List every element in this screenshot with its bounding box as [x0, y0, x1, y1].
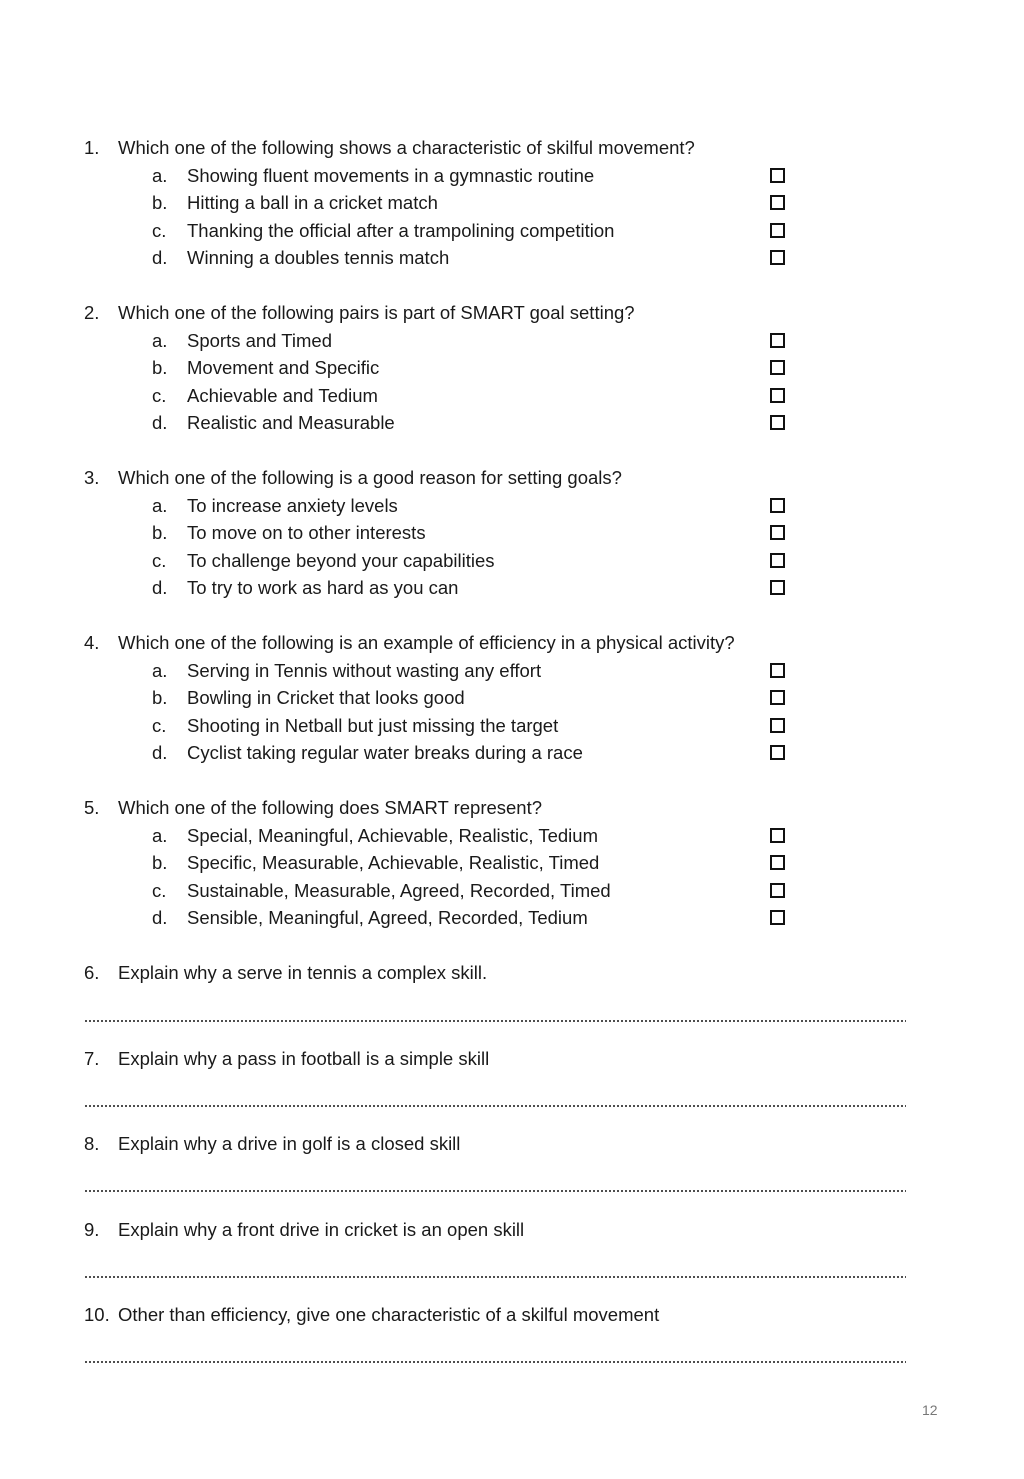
option-letter: c. [152, 715, 167, 736]
answer-checkbox[interactable] [770, 168, 785, 183]
option-text: Hitting a ball in a cricket match [187, 192, 438, 213]
option-letter: a. [152, 330, 168, 351]
question-text: Which one of the following is a good reason for setting goals? [118, 467, 622, 488]
option-text: Thanking the official after a trampolining competition [187, 220, 615, 241]
answer-checkbox[interactable] [770, 828, 785, 843]
option-letter: a. [152, 660, 168, 681]
answer-line[interactable] [84, 1361, 906, 1363]
question-text: Explain why a drive in golf is a closed skill [118, 1133, 461, 1154]
answer-checkbox[interactable] [770, 250, 785, 265]
option-letter: b. [152, 192, 168, 213]
option-text: Sustainable, Measurable, Agreed, Recorded, Timed [187, 880, 611, 901]
question-number: 5. [84, 797, 100, 818]
question-text: Which one of the following pairs is part of SMART goal setting? [118, 302, 635, 323]
answer-checkbox[interactable] [770, 195, 785, 210]
option-text: Realistic and Measurable [187, 412, 395, 433]
option-letter: d. [152, 742, 168, 763]
option-letter: b. [152, 357, 168, 378]
option-text: Specific, Measurable, Achievable, Realistic, Timed [187, 852, 600, 873]
option-text: Showing fluent movements in a gymnastic routine [187, 165, 595, 186]
option-text: Cyclist taking regular water breaks during a race [187, 742, 583, 763]
option-letter: d. [152, 907, 168, 928]
question-number: 10. [84, 1304, 110, 1325]
option-text: Achievable and Tedium [187, 385, 378, 406]
answer-checkbox[interactable] [770, 690, 785, 705]
answer-checkbox[interactable] [770, 498, 785, 513]
question-number: 4. [84, 632, 100, 653]
option-text: Movement and Specific [187, 357, 380, 378]
answer-line[interactable] [84, 1276, 906, 1278]
option-letter: a. [152, 165, 168, 186]
option-letter: c. [152, 550, 167, 571]
answer-checkbox[interactable] [770, 223, 785, 238]
option-letter: b. [152, 522, 168, 543]
answer-checkbox[interactable] [770, 910, 785, 925]
question-text: Other than efficiency, give one characteristic of a skilful movement [118, 1304, 660, 1325]
option-text: Serving in Tennis without wasting any effort [187, 660, 542, 681]
answer-checkbox[interactable] [770, 360, 785, 375]
option-text: Winning a doubles tennis match [187, 247, 450, 268]
page-number: 12 [922, 1402, 938, 1418]
question-number: 3. [84, 467, 100, 488]
question-text: Which one of the following does SMART represent? [118, 797, 543, 818]
answer-checkbox[interactable] [770, 718, 785, 733]
question-text: Explain why a front drive in cricket is an open skill [118, 1219, 525, 1240]
option-letter: b. [152, 687, 168, 708]
question-text: Explain why a pass in football is a simple skill [118, 1048, 490, 1069]
option-letter: c. [152, 385, 167, 406]
answer-checkbox[interactable] [770, 553, 785, 568]
option-text: Bowling in Cricket that looks good [187, 687, 465, 708]
question-number: 9. [84, 1219, 100, 1240]
question-number: 2. [84, 302, 100, 323]
answer-checkbox[interactable] [770, 855, 785, 870]
option-text: Special, Meaningful, Achievable, Realistic, Tedium [187, 825, 598, 846]
option-text: Shooting in Netball but just missing the target [187, 715, 559, 736]
option-text: To challenge beyond your capabilities [187, 550, 495, 571]
answer-line[interactable] [84, 1105, 906, 1107]
question-number: 7. [84, 1048, 100, 1069]
question-number: 6. [84, 962, 100, 983]
answer-checkbox[interactable] [770, 580, 785, 595]
option-letter: d. [152, 412, 168, 433]
option-text: To increase anxiety levels [187, 495, 398, 516]
option-letter: a. [152, 495, 168, 516]
option-text: To move on to other interests [187, 522, 426, 543]
option-text: Sports and Timed [187, 330, 332, 351]
answer-checkbox[interactable] [770, 333, 785, 348]
question-text: Explain why a serve in tennis a complex skill. [118, 962, 488, 983]
answer-line[interactable] [84, 1020, 906, 1022]
option-letter: b. [152, 852, 168, 873]
option-letter: a. [152, 825, 168, 846]
option-letter: d. [152, 247, 168, 268]
option-letter: c. [152, 880, 167, 901]
answer-checkbox[interactable] [770, 883, 785, 898]
option-text: Sensible, Meaningful, Agreed, Recorded, Tedium [187, 907, 588, 928]
question-number: 1. [84, 137, 100, 158]
answer-checkbox[interactable] [770, 525, 785, 540]
option-letter: c. [152, 220, 167, 241]
question-number: 8. [84, 1133, 100, 1154]
option-text: To try to work as hard as you can [187, 577, 459, 598]
answer-checkbox[interactable] [770, 745, 785, 760]
answer-checkbox[interactable] [770, 663, 785, 678]
answer-checkbox[interactable] [770, 415, 785, 430]
option-letter: d. [152, 577, 168, 598]
answer-checkbox[interactable] [770, 388, 785, 403]
question-text: Which one of the following shows a characteristic of skilful movement? [118, 137, 695, 158]
question-text: Which one of the following is an example of efficiency in a physical activity? [118, 632, 735, 653]
answer-line[interactable] [84, 1190, 906, 1192]
